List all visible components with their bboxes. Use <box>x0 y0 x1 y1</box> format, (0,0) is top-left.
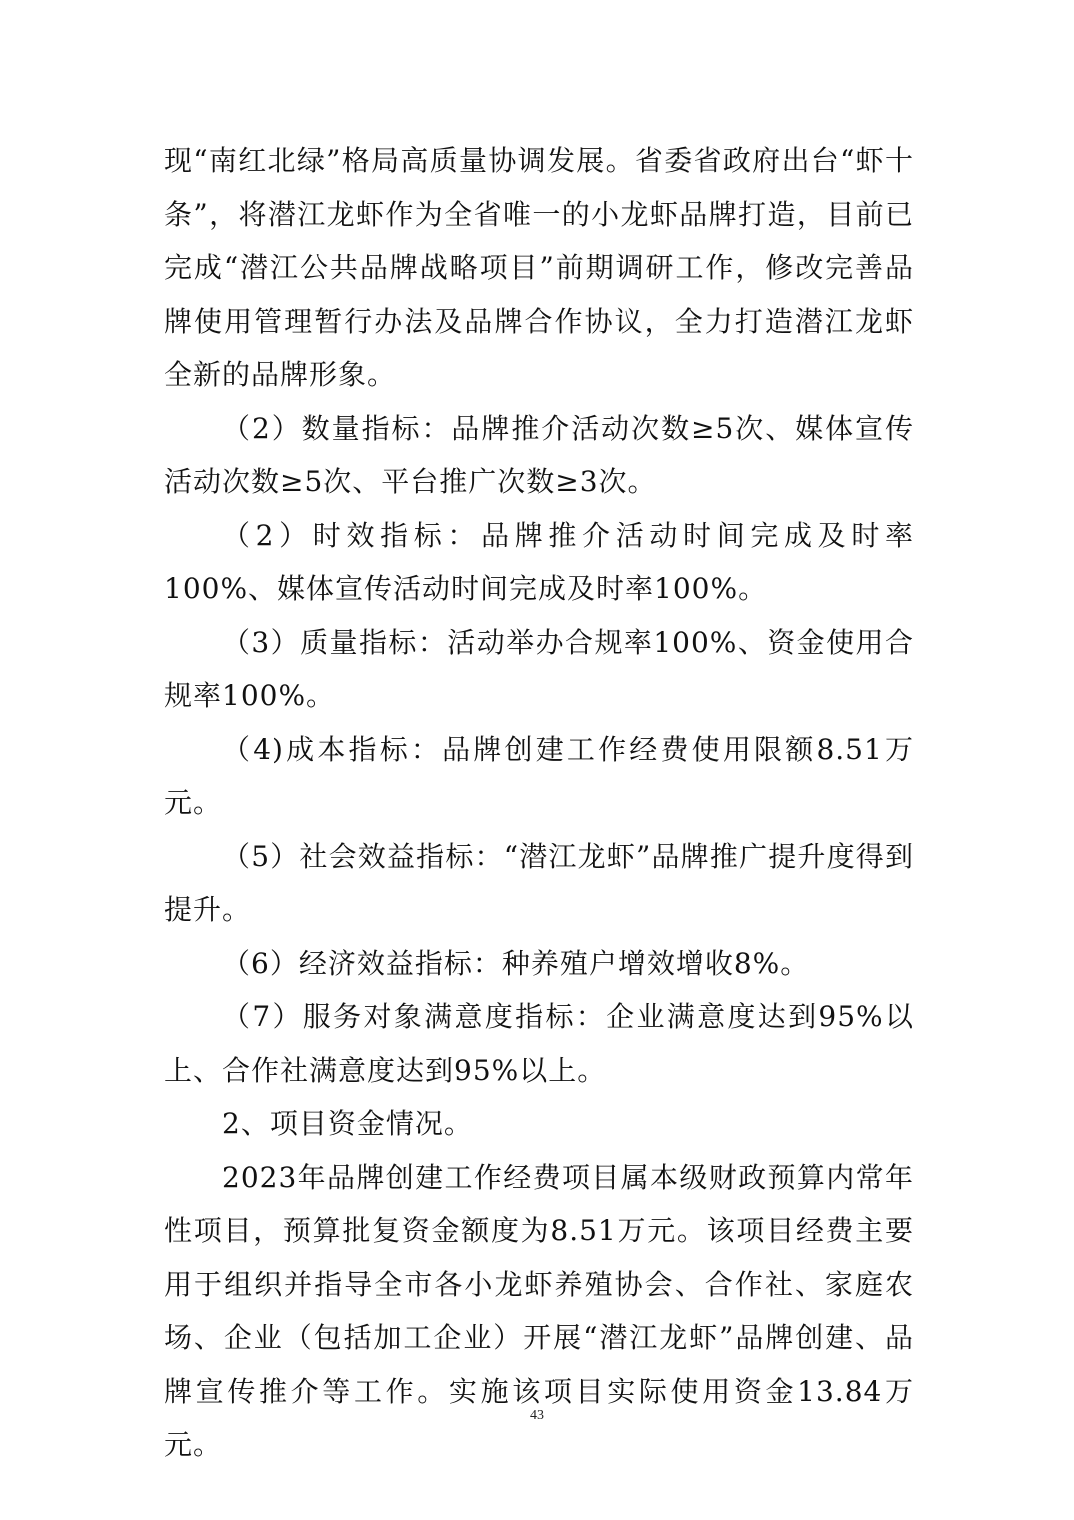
paragraph-economic-benefit-indicator: （6）经济效益指标：种养殖户增效增收8%。 <box>222 946 810 980</box>
paragraph-quantity-indicator: （2）数量指标：品牌推介活动次数≥5次、媒体宣传活动次数≥5次、平台推广次数≥3次。 <box>164 411 914 498</box>
section-heading-project-funds: 2、项目资金情况。 <box>222 1107 473 1140</box>
paragraph-project-funds: 2023年品牌创建工作经费项目属本级财政预算内常年性项目，预算批复资金额度为8.51万元。该项目经费主要用于组织并指导全市各小龙虾养殖协会、合作社、家庭农场、企业（包括加工企业）开展“潜江龙虾”品牌创建、品牌宣传推介等工作。实施该项目实际使用资金13.84万元。 <box>164 1160 914 1461</box>
paragraph-social-benefit-indicator: （5）社会效益指标：“潜江龙虾”品牌推广提升度得到提升。 <box>164 839 914 926</box>
document-body <box>164 134 914 1472</box>
paragraph-timeliness-indicator: （2）时效指标：品牌推介活动时间完成及时率100%、媒体宣传活动时间完成及时率100%。 <box>164 518 914 605</box>
paragraph-brand-strategy: 现“南红北绿”格局高质量协调发展。省委省政府出台“虾十条”，将潜江龙虾作为全省唯一的小龙虾品牌打造，目前已完成“潜江公共品牌战略项目”前期调研工作，修改完善品牌使用管理暂行办法及品牌合作协议，全力打造潜江龙虾全新的品牌形象。 <box>164 144 914 391</box>
paragraph-satisfaction-indicator: （7）服务对象满意度指标：企业满意度达到95%以上、合作社满意度达到95%以上。 <box>164 1000 914 1087</box>
paragraph-quality-indicator: （3）质量指标：活动举办合规率100%、资金使用合规率100%。 <box>164 625 914 712</box>
paragraph-cost-indicator: （4)成本指标：品牌创建工作经费使用限额8.51万元。 <box>164 732 914 819</box>
page-number: 43 <box>530 1408 544 1423</box>
